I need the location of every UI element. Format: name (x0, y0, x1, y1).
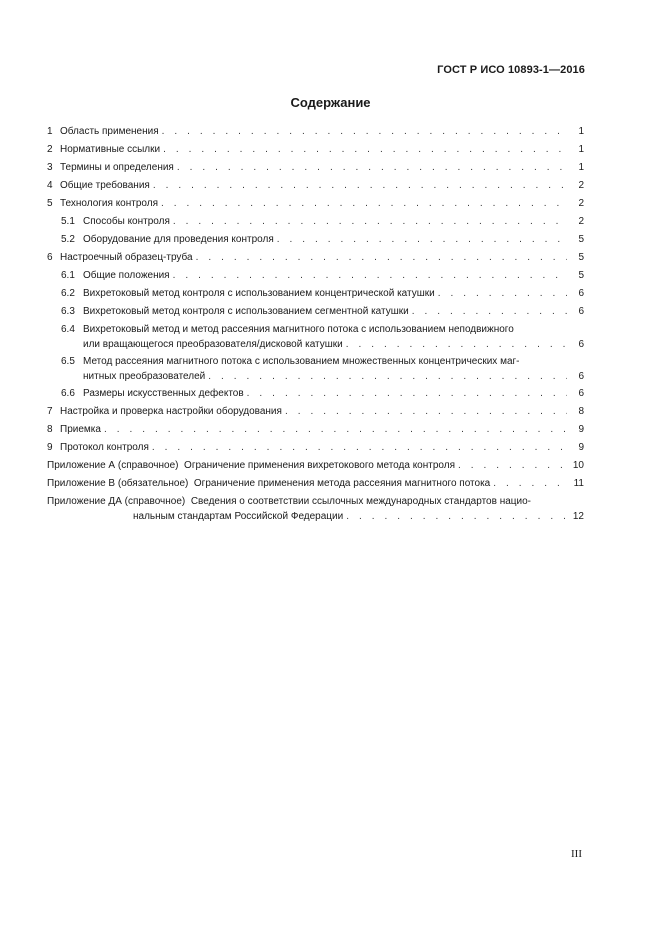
document-code: ГОСТ Р ИСО 10893-1—2016 (437, 64, 585, 76)
leader-dots (177, 162, 567, 173)
toc-entry-number: 9 (47, 442, 53, 453)
toc-entry[interactable] (47, 196, 584, 214)
toc-entry[interactable] (47, 178, 584, 196)
toc-subentry[interactable] (47, 304, 584, 322)
toc-entry-page: 6 (578, 339, 584, 350)
toc-subentry[interactable] (47, 286, 584, 304)
toc-entry-number: 6.2 (61, 288, 75, 299)
toc-entry-number: 6 (47, 252, 53, 263)
toc-entry[interactable] (47, 142, 584, 160)
toc-entry-title: Протокол контроля (60, 442, 149, 453)
leader-dots (173, 270, 567, 281)
toc-entry-number: 4 (47, 180, 53, 191)
toc-entry-page: 6 (578, 388, 584, 399)
leader-dots (277, 234, 567, 245)
leader-dots (493, 478, 567, 489)
toc-entry-page: 8 (578, 406, 584, 417)
toc-entry-number: 6.1 (61, 270, 75, 281)
toc-entry-page: 9 (578, 424, 584, 435)
toc-entry-title: Размеры искусственных дефектов (83, 388, 244, 399)
toc-entry-page: 6 (578, 288, 584, 299)
toc-entry-page: 1 (578, 144, 584, 155)
toc-entry-title: Общие требования (60, 180, 150, 191)
appendix-label: Приложение А (справочное) (47, 460, 179, 471)
toc-entry-title: Технология контроля (60, 198, 158, 209)
toc-entry-title: Приемка (60, 424, 101, 435)
toc-entry-page: 1 (578, 162, 584, 173)
appendix-title: Ограничение применения метода рассеяния магнитного потока (193, 478, 491, 489)
toc-appendix[interactable] (47, 458, 584, 476)
toc-subentry[interactable] (47, 214, 584, 232)
appendix-title-continued: нальным стандартам Российской Федерации (133, 511, 344, 522)
toc-entry-number: 8 (47, 424, 53, 435)
toc-entry-title: Общие положения (83, 270, 170, 281)
leader-dots (346, 511, 567, 522)
toc-entry-title: Область применения (60, 126, 159, 137)
toc-entry[interactable] (47, 440, 584, 458)
leader-dots (162, 126, 567, 137)
toc-entry-number: 6.5 (61, 356, 75, 367)
leader-dots (173, 216, 567, 227)
toc-entry-page: 6 (578, 306, 584, 317)
toc-entry-title: Вихретоковый метод и метод рассеяния магнитного потока с использованием неподвижного (83, 324, 514, 335)
toc-entry-title: Термины и определения (60, 162, 174, 173)
leader-dots (152, 442, 567, 453)
appendix-title: Сведения о соответствии ссылочных международных стандартов нацио- (190, 496, 531, 507)
toc-entry-number: 6.4 (61, 324, 75, 335)
leader-dots (247, 388, 567, 399)
toc-entry-number: 1 (47, 126, 53, 137)
leader-dots (438, 288, 567, 299)
leader-dots (104, 424, 567, 435)
toc-entry-page: 5 (578, 252, 584, 263)
toc-entry-title: Настройка и проверка настройки оборудования (60, 406, 282, 417)
leader-dots (196, 252, 567, 263)
toc-entry-page: 12 (572, 511, 584, 522)
toc-subentry[interactable] (47, 354, 584, 386)
toc-entry-number: 3 (47, 162, 53, 173)
toc-entry-page: 2 (578, 198, 584, 209)
toc-appendix[interactable] (47, 494, 584, 526)
leader-dots (153, 180, 567, 191)
toc-entry-page: 9 (578, 442, 584, 453)
table-of-contents (47, 124, 584, 526)
toc-entry-number: 5 (47, 198, 53, 209)
toc-entry-number: 2 (47, 144, 53, 155)
toc-entry-page: 2 (578, 216, 584, 227)
toc-title: Содержание (290, 95, 371, 110)
leader-dots (458, 460, 567, 471)
page-number: III (571, 848, 582, 860)
leader-dots (208, 371, 567, 382)
toc-entry-title: Нормативные ссылки (60, 144, 161, 155)
toc-subentry[interactable] (47, 386, 584, 404)
appendix-label: Приложение ДА (справочное) (47, 496, 186, 507)
toc-entry-page: 6 (578, 371, 584, 382)
toc-subentry[interactable] (47, 232, 584, 250)
toc-entry-page: 11 (573, 478, 584, 489)
toc-entry-page: 5 (578, 270, 584, 281)
toc-entry-title: Вихретоковый метод контроля с использованием концентрической катушки (83, 288, 435, 299)
leader-dots (161, 198, 567, 209)
toc-entry-number: 5.2 (61, 234, 75, 245)
toc-entry-number: 7 (47, 406, 53, 417)
leader-dots (285, 406, 567, 417)
toc-entry[interactable] (47, 404, 584, 422)
appendix-label: Приложение В (обязательное) (47, 478, 189, 489)
toc-subentry[interactable] (47, 268, 584, 286)
toc-entry-page: 1 (578, 126, 584, 137)
toc-entry-page: 2 (578, 180, 584, 191)
leader-dots (412, 306, 567, 317)
leader-dots (346, 339, 567, 350)
toc-entry-number: 6.6 (61, 388, 75, 399)
toc-entry[interactable] (47, 250, 584, 268)
toc-entry-title: Оборудование для проведения контроля (83, 234, 274, 245)
toc-subentry[interactable] (47, 322, 584, 354)
toc-appendix[interactable] (47, 476, 584, 494)
toc-entry-number: 5.1 (61, 216, 75, 227)
toc-entry[interactable] (47, 422, 584, 440)
appendix-title: Ограничение применения вихретокового метода контроля (184, 460, 455, 471)
toc-entry-title: Способы контроля (83, 216, 170, 227)
toc-entry-page: 10 (572, 460, 584, 471)
toc-entry-title-continued: нитных преобразователей (83, 371, 206, 382)
toc-entry-page: 5 (578, 234, 584, 245)
toc-entry-number: 6.3 (61, 306, 75, 317)
toc-entry[interactable] (47, 160, 584, 178)
toc-entry-title: Вихретоковый метод контроля с использованием сегментной катушки (83, 306, 409, 317)
toc-entry[interactable] (47, 124, 584, 142)
toc-entry-title-continued: или вращающегося преобразователя/дисковой катушки (83, 339, 343, 350)
toc-entry-title: Метод рассеяния магнитного потока с использованием множественных концентрических маг- (83, 356, 520, 367)
toc-entry-title: Настроечный образец-труба (60, 252, 193, 263)
leader-dots (163, 144, 567, 155)
